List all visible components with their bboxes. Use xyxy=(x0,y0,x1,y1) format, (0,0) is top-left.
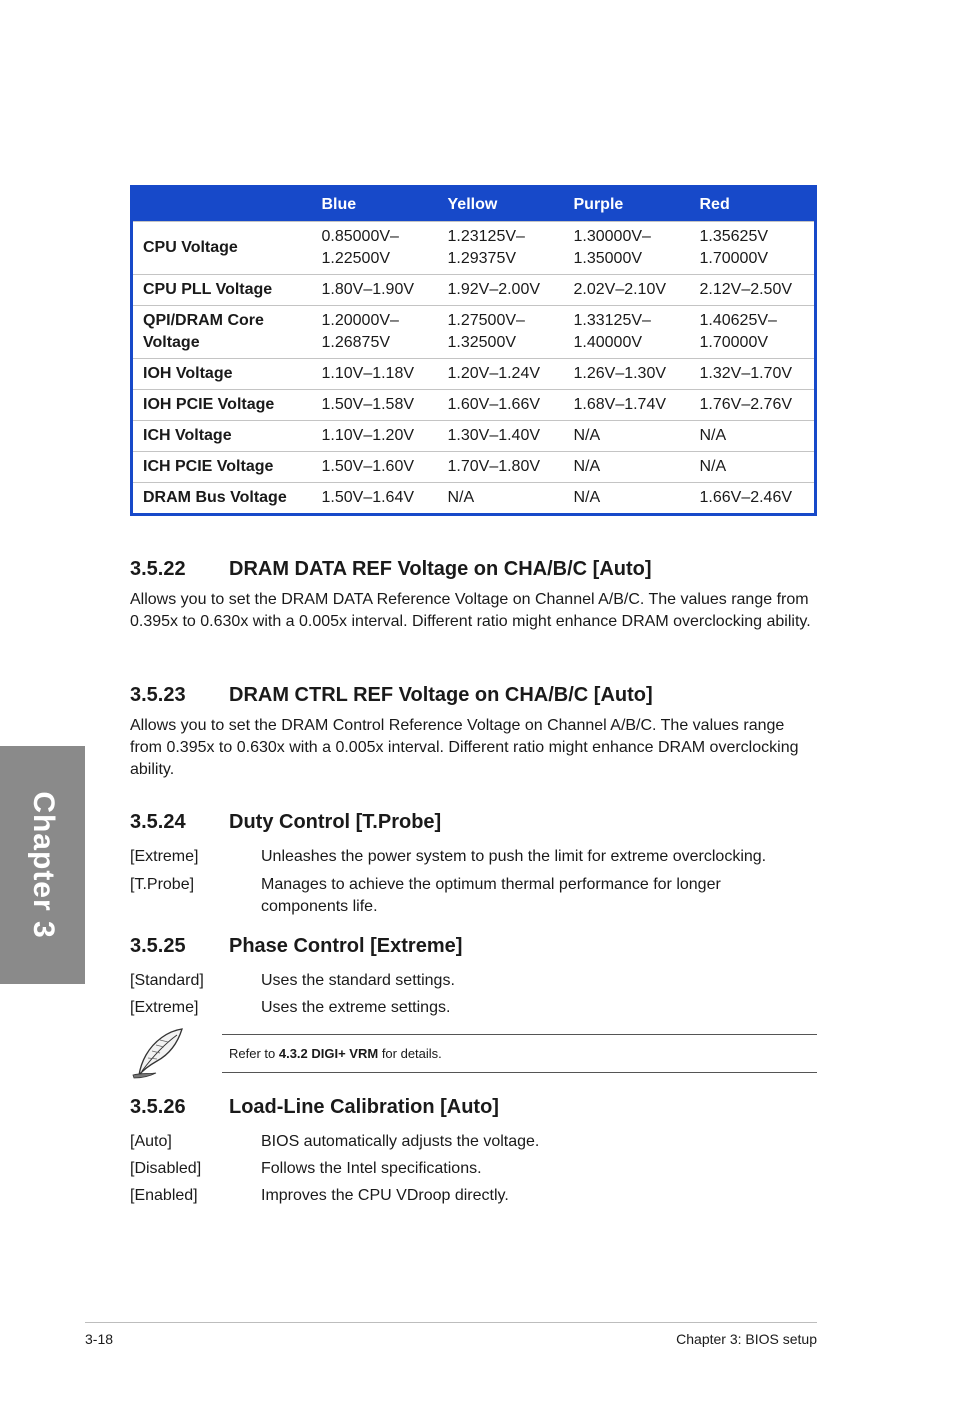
table-header-cell: Blue xyxy=(312,187,438,222)
section-body: Allows you to set the DRAM Control Reference Voltage on Channel A/B/C. The values range from 0.395x to 0.630x with a 0.005x interval. Different ratio might enhance DRAM overclocking ability. xyxy=(130,717,799,778)
note-reference: 4.3.2 DIGI+ VRM xyxy=(278,1046,379,1061)
option-row xyxy=(130,846,820,868)
section-heading xyxy=(130,1093,820,1121)
value-cell-purple: N/A xyxy=(564,421,690,452)
table-row xyxy=(132,452,816,483)
value-cell-red: 1.76V–2.76V xyxy=(690,390,816,421)
row-label-cell: ICH Voltage xyxy=(132,421,312,452)
value-cell-purple: 1.33125V– 1.40000V xyxy=(564,306,690,359)
section-number: 3.5.25 xyxy=(130,935,186,957)
table-row xyxy=(132,421,816,452)
section-title: Phase Control [Extreme] xyxy=(229,935,463,957)
footer-chapter-title: Chapter 3: BIOS setup xyxy=(676,1331,817,1347)
value-cell-blue: 1.10V–1.18V xyxy=(312,359,438,390)
value-cell-yellow: 1.30V–1.40V xyxy=(438,421,564,452)
value-cell-yellow: 1.23125V– 1.29375V xyxy=(438,222,564,275)
option-desc: BIOS automatically adjusts the voltage. xyxy=(261,1133,540,1150)
row-label-cell: IOH PCIE Voltage xyxy=(132,390,312,421)
section-heading xyxy=(130,555,820,583)
option-row xyxy=(130,874,820,918)
value-cell-red: N/A xyxy=(690,452,816,483)
section-3-5-26 xyxy=(130,1093,820,1207)
section-heading xyxy=(130,681,820,709)
value-cell-red: 1.32V–1.70V xyxy=(690,359,816,390)
value-cell-red: 1.35625V 1.70000V xyxy=(690,222,816,275)
option-desc: Uses the extreme settings. xyxy=(261,999,451,1016)
value-cell-yellow: 1.20V–1.24V xyxy=(438,359,564,390)
section-3-5-25 xyxy=(130,932,820,1019)
value-cell-purple: N/A xyxy=(564,452,690,483)
option-key: [Extreme] xyxy=(130,848,199,865)
table-row xyxy=(132,275,816,306)
section-body: Allows you to set the DRAM DATA Reference Voltage on Channel A/B/C. The values range from 0.395x to 0.630x with a 0.005x interval. Different ratio might enhance DRAM overclocking ability. xyxy=(130,591,811,630)
value-cell-yellow: 1.92V–2.00V xyxy=(438,275,564,306)
option-key: [Disabled] xyxy=(130,1160,202,1177)
row-label-cell: CPU Voltage xyxy=(132,222,312,275)
option-key: [Auto] xyxy=(130,1133,172,1150)
section-number: 3.5.22 xyxy=(130,558,186,580)
row-label-cell: IOH Voltage xyxy=(132,359,312,390)
value-cell-purple: 1.26V–1.30V xyxy=(564,359,690,390)
option-row xyxy=(130,1131,820,1153)
section-number: 3.5.26 xyxy=(130,1096,186,1118)
value-cell-yellow: 1.70V–1.80V xyxy=(438,452,564,483)
value-cell-yellow: 1.60V–1.66V xyxy=(438,390,564,421)
value-cell-blue: 1.20000V– 1.26875V xyxy=(312,306,438,359)
chapter-tab-label: Chapter 3 xyxy=(26,791,60,939)
table-header-cell: Purple xyxy=(564,187,690,222)
value-cell-red: 2.12V–2.50V xyxy=(690,275,816,306)
table-row xyxy=(132,359,816,390)
row-label-cell: DRAM Bus Voltage xyxy=(132,483,312,515)
table-row xyxy=(132,483,816,515)
option-desc: Manages to achieve the optimum thermal performance for longer components life. xyxy=(261,876,721,915)
section-title: Duty Control [T.Probe] xyxy=(229,811,442,833)
row-label-cell: CPU PLL Voltage xyxy=(132,275,312,306)
section-title: DRAM DATA REF Voltage on CHA/B/C [Auto] xyxy=(229,558,652,580)
voltage-color-table xyxy=(130,185,817,516)
section-3-5-22 xyxy=(130,555,820,633)
option-key: [Extreme] xyxy=(130,999,199,1016)
section-title: DRAM CTRL REF Voltage on CHA/B/C [Auto] xyxy=(229,684,653,706)
value-cell-blue: 0.85000V– 1.22500V xyxy=(312,222,438,275)
value-cell-yellow: N/A xyxy=(438,483,564,515)
section-title: Load-Line Calibration [Auto] xyxy=(229,1096,499,1118)
option-desc: Follows the Intel specifications. xyxy=(261,1160,482,1177)
table-header-cell: Red xyxy=(690,187,816,222)
table-header-cell: Yellow xyxy=(438,187,564,222)
table-row xyxy=(132,306,816,359)
table-header-cell xyxy=(132,187,312,222)
note-box xyxy=(130,1025,817,1077)
section-3-5-23 xyxy=(130,681,820,781)
note-text: Refer to 4.3.2 DIGI+ VRM for details. xyxy=(229,1046,442,1061)
option-row xyxy=(130,997,820,1019)
value-cell-blue: 1.50V–1.64V xyxy=(312,483,438,515)
option-key: [T.Probe] xyxy=(130,876,195,893)
value-cell-purple: 1.30000V– 1.35000V xyxy=(564,222,690,275)
section-heading xyxy=(130,932,820,960)
value-cell-blue: 1.50V–1.60V xyxy=(312,452,438,483)
value-cell-purple: N/A xyxy=(564,483,690,515)
option-row xyxy=(130,970,820,992)
section-heading xyxy=(130,808,820,836)
row-label-cell: ICH PCIE Voltage xyxy=(132,452,312,483)
table-row xyxy=(132,222,816,275)
value-cell-red: 1.40625V– 1.70000V xyxy=(690,306,816,359)
chapter-tab xyxy=(0,746,85,984)
value-cell-purple: 2.02V–2.10V xyxy=(564,275,690,306)
section-3-5-24 xyxy=(130,808,820,918)
row-label-cell: QPI/DRAM Core Voltage xyxy=(132,306,312,359)
section-number: 3.5.23 xyxy=(130,684,186,706)
section-number: 3.5.24 xyxy=(130,811,186,833)
option-desc: Unleashes the power system to push the limit for extreme overclocking. xyxy=(261,848,767,865)
table-row xyxy=(132,390,816,421)
value-cell-yellow: 1.27500V– 1.32500V xyxy=(438,306,564,359)
option-desc: Uses the standard settings. xyxy=(261,972,455,989)
option-row xyxy=(130,1185,820,1207)
value-cell-purple: 1.68V–1.74V xyxy=(564,390,690,421)
page-number: 3-18 xyxy=(85,1331,114,1347)
option-desc: Improves the CPU VDroop directly. xyxy=(261,1187,509,1204)
value-cell-blue: 1.80V–1.90V xyxy=(312,275,438,306)
footer-divider xyxy=(85,1322,817,1323)
option-key: [Enabled] xyxy=(130,1187,198,1204)
value-cell-blue: 1.50V–1.58V xyxy=(312,390,438,421)
value-cell-red: 1.66V–2.46V xyxy=(690,483,816,515)
option-key: [Standard] xyxy=(130,972,204,989)
value-cell-red: N/A xyxy=(690,421,816,452)
option-row xyxy=(130,1158,820,1180)
table-header-row xyxy=(132,187,816,222)
value-cell-blue: 1.10V–1.20V xyxy=(312,421,438,452)
feather-note-icon xyxy=(130,1025,186,1081)
